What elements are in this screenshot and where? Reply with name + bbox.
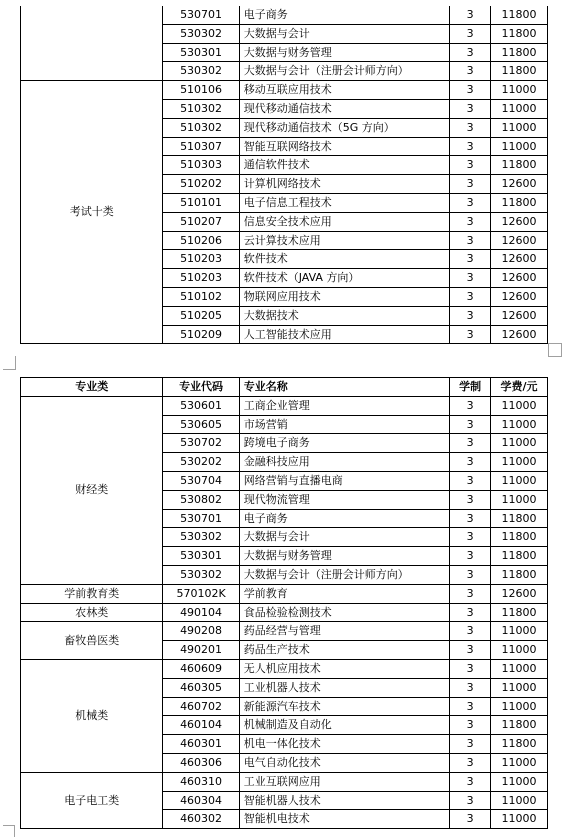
major-code-cell: 460301 <box>163 735 239 754</box>
fee-cell: 12600 <box>491 306 548 325</box>
fee-cell: 11000 <box>491 453 548 472</box>
years-cell: 3 <box>450 603 491 622</box>
major-code-cell: 510302 <box>163 118 239 137</box>
major-code-cell: 530202 <box>163 453 239 472</box>
table-row <box>21 659 548 678</box>
fee-cell: 11000 <box>491 434 548 453</box>
fee-cell: 11000 <box>491 99 548 118</box>
fee-cell: 12600 <box>491 325 548 344</box>
fee-cell: 11800 <box>491 62 548 81</box>
years-cell: 3 <box>450 62 491 81</box>
fee-cell: 12600 <box>491 269 548 288</box>
table1-body <box>21 6 548 344</box>
major-name-cell: 机械制造及自动化 <box>239 716 450 735</box>
table-row <box>21 772 548 791</box>
major-code-cell: 460304 <box>163 791 239 810</box>
years-cell: 3 <box>450 156 491 175</box>
major-code-cell: 460609 <box>163 659 239 678</box>
years-cell: 3 <box>450 118 491 137</box>
fee-cell: 11000 <box>491 396 548 415</box>
fee-cell: 11800 <box>491 716 548 735</box>
major-code-cell: 530302 <box>163 565 239 584</box>
years-cell: 3 <box>450 509 491 528</box>
major-name-cell: 通信软件技术 <box>239 156 450 175</box>
major-name-cell: 学前教育 <box>239 584 450 603</box>
years-cell: 3 <box>450 622 491 641</box>
years-cell: 3 <box>450 697 491 716</box>
years-cell: 3 <box>450 490 491 509</box>
header-code: 专业代码 <box>163 378 239 397</box>
major-code-cell: 460702 <box>163 697 239 716</box>
years-cell: 3 <box>450 810 491 829</box>
fee-cell: 11000 <box>491 490 548 509</box>
major-name-cell: 大数据与财务管理 <box>239 43 450 62</box>
table2-body <box>21 396 548 828</box>
major-name-cell: 现代移动通信技术 <box>239 99 450 118</box>
years-cell: 3 <box>450 325 491 344</box>
fee-cell: 11800 <box>491 735 548 754</box>
major-code-cell: 530301 <box>163 547 239 566</box>
major-name-cell: 无人机应用技术 <box>239 659 450 678</box>
fee-cell: 11800 <box>491 509 548 528</box>
header-name: 专业名称 <box>239 378 450 397</box>
years-cell: 3 <box>450 565 491 584</box>
major-code-cell: 510102 <box>163 287 239 306</box>
fee-cell: 12600 <box>491 250 548 269</box>
fee-cell: 12600 <box>491 175 548 194</box>
major-name-cell: 网络营销与直播电商 <box>239 471 450 490</box>
fee-cell: 12600 <box>491 212 548 231</box>
years-cell: 3 <box>450 584 491 603</box>
major-name-cell: 大数据与会计（注册会计师方向） <box>239 565 450 584</box>
major-name-cell: 移动互联应用技术 <box>239 81 450 100</box>
major-code-cell: 510205 <box>163 306 239 325</box>
major-name-cell: 软件技术（JAVA 方向） <box>239 269 450 288</box>
fee-cell: 11800 <box>491 565 548 584</box>
major-code-cell: 510206 <box>163 231 239 250</box>
major-name-cell: 市场营销 <box>239 415 450 434</box>
years-cell: 3 <box>450 659 491 678</box>
years-cell: 3 <box>450 269 491 288</box>
years-cell: 3 <box>450 6 491 24</box>
major-code-cell: 460310 <box>163 772 239 791</box>
major-code-cell: 530601 <box>163 396 239 415</box>
years-cell: 3 <box>450 772 491 791</box>
major-name-cell: 大数据与会计（注册会计师方向） <box>239 62 450 81</box>
fee-cell: 11800 <box>491 6 548 24</box>
category-cell: 财经类 <box>21 396 163 584</box>
table-row <box>21 396 548 415</box>
major-name-cell: 信息安全技术应用 <box>239 212 450 231</box>
years-cell: 3 <box>450 306 491 325</box>
years-cell: 3 <box>450 81 491 100</box>
fee-cell: 11000 <box>491 471 548 490</box>
fee-cell: 11000 <box>491 641 548 660</box>
major-code-cell: 530704 <box>163 471 239 490</box>
major-code-cell: 490201 <box>163 641 239 660</box>
major-code-cell: 530302 <box>163 528 239 547</box>
major-code-cell: 460302 <box>163 810 239 829</box>
category-cell: 考试十类 <box>21 81 163 344</box>
fee-cell: 11000 <box>491 81 548 100</box>
fee-cell: 11000 <box>491 753 548 772</box>
table-row <box>21 81 548 100</box>
header-years: 学制 <box>450 378 491 397</box>
major-code-cell: 510101 <box>163 193 239 212</box>
major-code-cell: 510307 <box>163 137 239 156</box>
major-table-continued <box>20 6 548 344</box>
major-name-cell: 现代物流管理 <box>239 490 450 509</box>
years-cell: 3 <box>450 193 491 212</box>
years-cell: 3 <box>450 528 491 547</box>
fee-cell: 11800 <box>491 156 548 175</box>
major-code-cell: 510302 <box>163 99 239 118</box>
header-fee: 学费/元 <box>491 378 548 397</box>
major-name-cell: 电子商务 <box>239 6 450 24</box>
major-name-cell: 工业机器人技术 <box>239 678 450 697</box>
years-cell: 3 <box>450 24 491 43</box>
fee-cell: 11000 <box>491 810 548 829</box>
major-name-cell: 工业互联网应用 <box>239 772 450 791</box>
fee-cell: 12600 <box>491 584 548 603</box>
page-corner-marker <box>3 356 16 370</box>
major-code-cell: 510203 <box>163 250 239 269</box>
major-name-cell: 跨境电子商务 <box>239 434 450 453</box>
fee-cell: 11800 <box>491 193 548 212</box>
major-name-cell: 云计算技术应用 <box>239 231 450 250</box>
years-cell: 3 <box>450 137 491 156</box>
page-corner-marker <box>548 343 562 357</box>
fee-cell: 11000 <box>491 678 548 697</box>
years-cell: 3 <box>450 547 491 566</box>
major-fee-table <box>20 377 548 829</box>
major-code-cell: 460104 <box>163 716 239 735</box>
category-cell: 农林类 <box>21 603 163 622</box>
major-code-cell: 530605 <box>163 415 239 434</box>
major-name-cell: 机电一体化技术 <box>239 735 450 754</box>
years-cell: 3 <box>450 175 491 194</box>
major-name-cell: 人工智能技术应用 <box>239 325 450 344</box>
major-code-cell: 530302 <box>163 24 239 43</box>
fee-cell: 11800 <box>491 24 548 43</box>
major-name-cell: 软件技术 <box>239 250 450 269</box>
major-name-cell: 药品生产技术 <box>239 641 450 660</box>
category-cell: 学前教育类 <box>21 584 163 603</box>
years-cell: 3 <box>450 791 491 810</box>
major-name-cell: 智能机电技术 <box>239 810 450 829</box>
major-code-cell: 570102K <box>163 584 239 603</box>
years-cell: 3 <box>450 250 491 269</box>
years-cell: 3 <box>450 212 491 231</box>
major-code-cell: 510202 <box>163 175 239 194</box>
major-code-cell: 510303 <box>163 156 239 175</box>
header-category: 专业类 <box>21 378 163 397</box>
major-code-cell: 510106 <box>163 81 239 100</box>
major-code-cell: 460305 <box>163 678 239 697</box>
table-header-row <box>21 378 548 397</box>
years-cell: 3 <box>450 287 491 306</box>
table-row <box>21 622 548 641</box>
major-code-cell: 510209 <box>163 325 239 344</box>
major-code-cell: 530301 <box>163 43 239 62</box>
major-code-cell: 530302 <box>163 62 239 81</box>
major-name-cell: 工商企业管理 <box>239 396 450 415</box>
major-name-cell: 电子信息工程技术 <box>239 193 450 212</box>
major-name-cell: 新能源汽车技术 <box>239 697 450 716</box>
major-name-cell: 电子商务 <box>239 509 450 528</box>
major-code-cell: 490208 <box>163 622 239 641</box>
table-row <box>21 6 548 24</box>
major-name-cell: 计算机网络技术 <box>239 175 450 194</box>
major-code-cell: 530701 <box>163 6 239 24</box>
category-cell: 电子电工类 <box>21 772 163 828</box>
fee-cell: 11000 <box>491 622 548 641</box>
fee-cell: 11000 <box>491 791 548 810</box>
major-code-cell: 530802 <box>163 490 239 509</box>
major-code-cell: 510207 <box>163 212 239 231</box>
major-code-cell: 530701 <box>163 509 239 528</box>
fee-cell: 11800 <box>491 547 548 566</box>
fee-cell: 11000 <box>491 697 548 716</box>
fee-cell: 11000 <box>491 659 548 678</box>
fee-cell: 11800 <box>491 43 548 62</box>
years-cell: 3 <box>450 415 491 434</box>
fee-cell: 11800 <box>491 603 548 622</box>
major-name-cell: 大数据技术 <box>239 306 450 325</box>
major-name-cell: 大数据与会计 <box>239 24 450 43</box>
fee-cell: 11000 <box>491 772 548 791</box>
major-name-cell: 电气自动化技术 <box>239 753 450 772</box>
years-cell: 3 <box>450 231 491 250</box>
major-name-cell: 大数据与财务管理 <box>239 547 450 566</box>
fee-cell: 11000 <box>491 118 548 137</box>
major-name-cell: 智能机器人技术 <box>239 791 450 810</box>
years-cell: 3 <box>450 735 491 754</box>
years-cell: 3 <box>450 678 491 697</box>
major-name-cell: 食品检验检测技术 <box>239 603 450 622</box>
major-name-cell: 现代移动通信技术（5G 方向） <box>239 118 450 137</box>
years-cell: 3 <box>450 716 491 735</box>
major-code-cell: 490104 <box>163 603 239 622</box>
fee-cell: 12600 <box>491 231 548 250</box>
major-name-cell: 智能互联网络技术 <box>239 137 450 156</box>
years-cell: 3 <box>450 471 491 490</box>
years-cell: 3 <box>450 453 491 472</box>
major-code-cell: 530702 <box>163 434 239 453</box>
years-cell: 3 <box>450 43 491 62</box>
major-code-cell: 460306 <box>163 753 239 772</box>
years-cell: 3 <box>450 641 491 660</box>
major-name-cell: 物联网应用技术 <box>239 287 450 306</box>
major-name-cell: 药品经营与管理 <box>239 622 450 641</box>
major-name-cell: 大数据与会计 <box>239 528 450 547</box>
table-row <box>21 584 548 603</box>
category-cell: 机械类 <box>21 659 163 772</box>
years-cell: 3 <box>450 434 491 453</box>
fee-cell: 11800 <box>491 528 548 547</box>
fee-cell: 11000 <box>491 415 548 434</box>
major-code-cell: 510203 <box>163 269 239 288</box>
fee-cell: 11000 <box>491 137 548 156</box>
page-corner-marker <box>3 825 15 837</box>
years-cell: 3 <box>450 753 491 772</box>
category-cell: 畜牧兽医类 <box>21 622 163 660</box>
fee-cell: 12600 <box>491 287 548 306</box>
category-cell <box>21 6 163 81</box>
years-cell: 3 <box>450 396 491 415</box>
table-row <box>21 603 548 622</box>
years-cell: 3 <box>450 99 491 118</box>
major-name-cell: 金融科技应用 <box>239 453 450 472</box>
